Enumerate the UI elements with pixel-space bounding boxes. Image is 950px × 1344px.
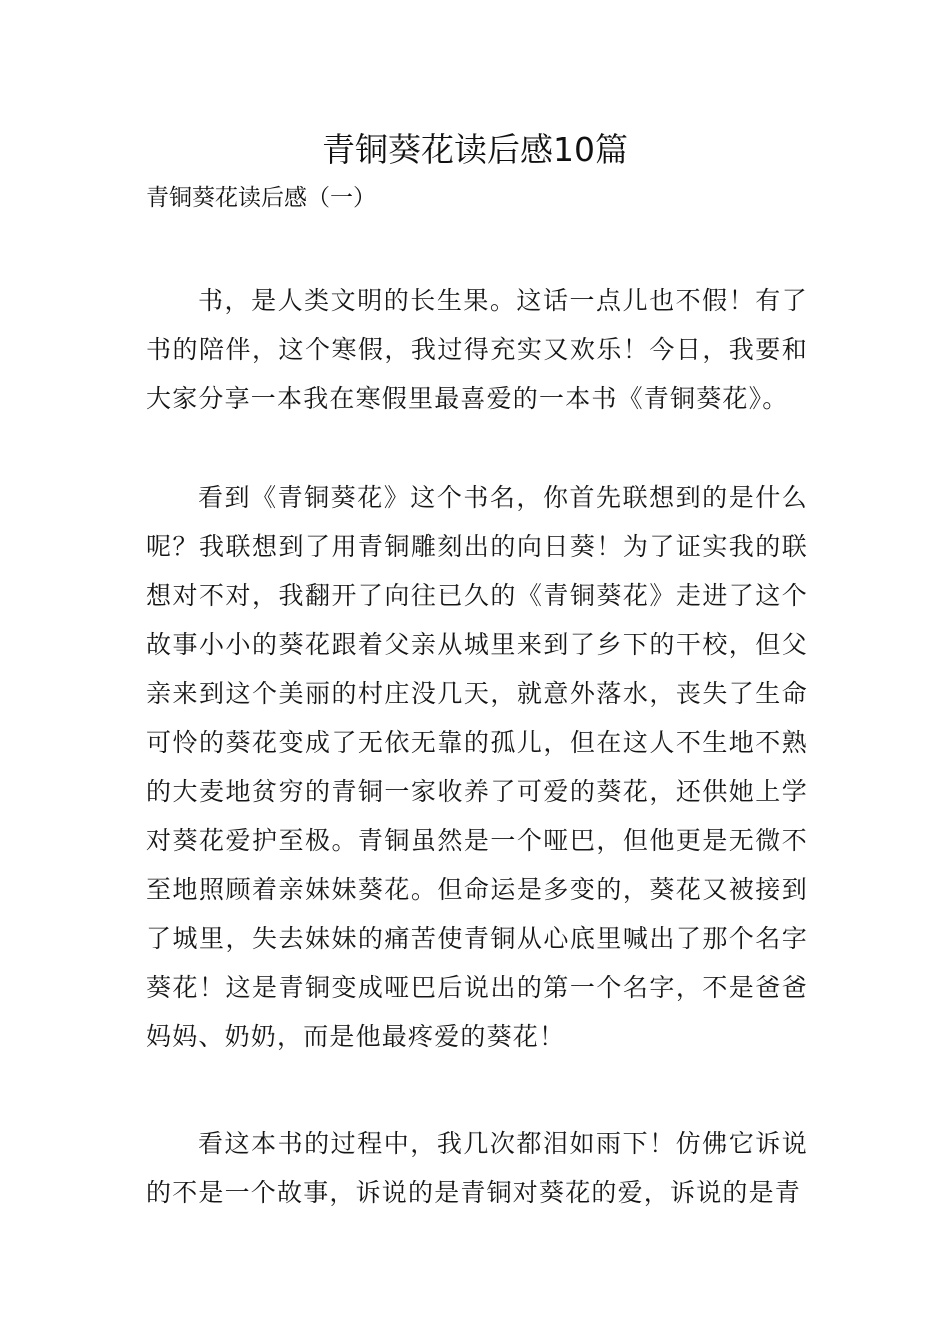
paragraph-2: 看到《青铜葵花》这个书名，你首先联想到的是什么呢？我联想到了用青铜雕刻出的向日葵！为了证实我的联想对不对，我翻开了向往已久的《青铜葵花》走进了这个故事小小的葵花跟着父亲从城里来到了乡下的干校，但父亲来到这个美丽的村庄没几天，就意外落水，丧失了生命可怜的葵花变成了无依无靠的孤儿，但在这人不生地不熟的大麦地贫穷的青铜一家收养了可爱的葵花，还供她上学对葵花爱护至极。青铜虽然是一个哑巴，但他更是无微不至地照顾着亲妹妹葵花。但命运是多变的，葵花又被接到了城里，失去妹妹的痛苦使青铜从心底里喊出了那个名字葵花！这是青铜变成哑巴后说出的第一个名字，不是爸爸妈妈、奶奶，而是他最疼爱的葵花！ <box>146 483 808 1051</box>
document-title: 青铜葵花读后感10篇 <box>322 130 628 169</box>
section-heading: 青铜葵花读后感（一） <box>146 185 376 211</box>
paragraph-1: 书，是人类文明的长生果。这话一点儿也不假！有了书的陪伴，这个寒假，我过得充实又欢乐！今日，我要和大家分享一本我在寒假里最喜爱的一本书《青铜葵花》。 <box>146 286 808 413</box>
paragraph-3: 看这本书的过程中，我几次都泪如雨下！仿佛它诉说的不是一个故事，诉说的是青铜对葵花的爱，诉说的是青 <box>146 1129 808 1207</box>
